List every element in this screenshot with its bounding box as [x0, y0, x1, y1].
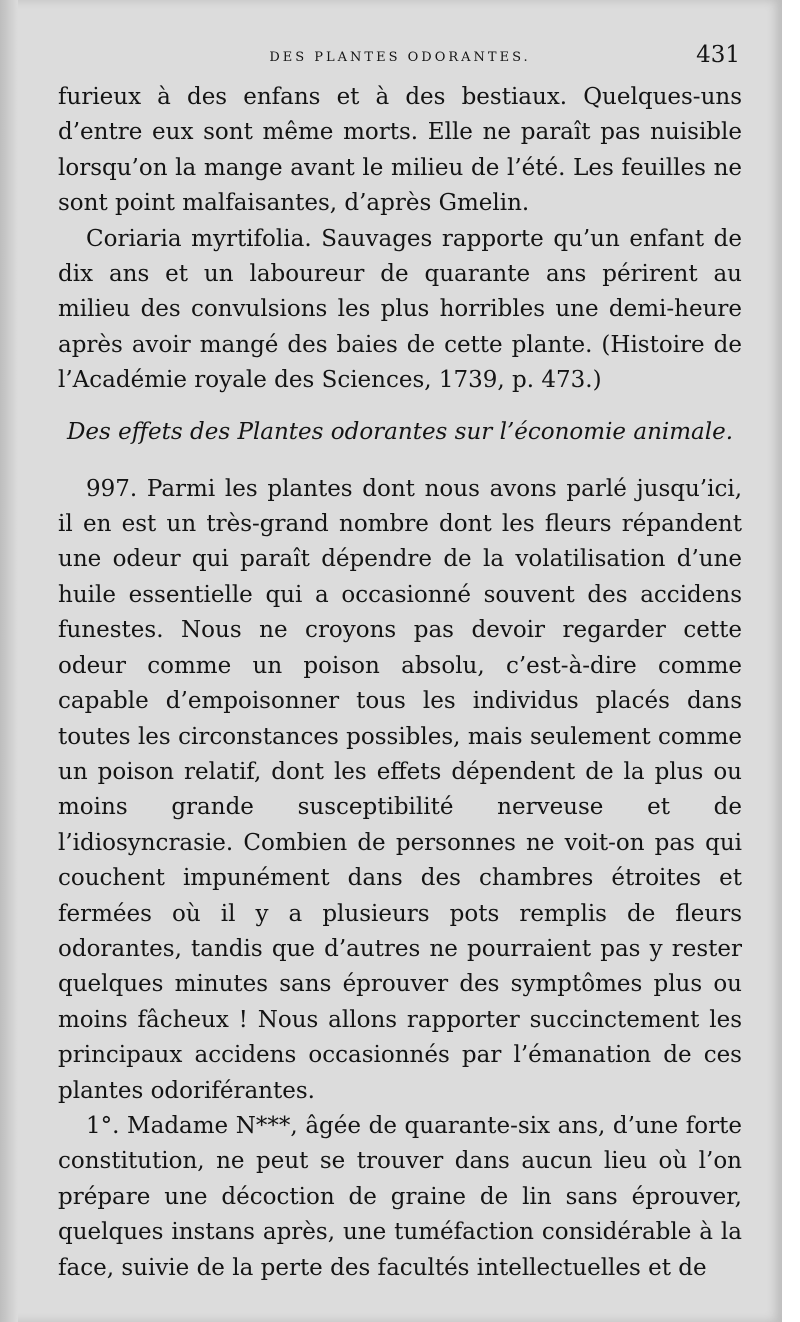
page-content	[58, 42, 742, 1286]
paragraph-coriaria: Coriaria myrtifolia. Sauvages rapporte qu’un enfant de dix ans et un laboureur de quarante ans périrent au milieu des convulsions les plus horribles une demi-heure après avoir mangé des baies de cette plante. (Histoire de l’Académie royale des Sciences, 1739, p. 473.)	[58, 225, 742, 394]
page-gutter-shadow	[0, 0, 18, 1322]
paragraph-continuation: furieux à des enfans et à des bestiaux. Quelques-uns d’entre eux sont même morts. Elle ne paraît pas nuisible lorsqu’on la mange avant le milieu de l’été. Les feuilles ne sont point malfaisantes, d’après Gmelin.	[58, 84, 742, 217]
section-heading: Des effets des Plantes odorantes sur l’économie animale.	[66, 418, 734, 445]
running-head-title: DES PLANTES ODORANTES.	[269, 50, 531, 65]
paragraph-997: 997. Parmi les plantes dont nous avons parlé jusqu’ici, il en est un très-grand nombre dont les fleurs répandent une odeur qui paraît dépendre de la volatilisation d’une huile essentielle qui a occasionné souvent des accidens funestes. Nous ne croyons pas devoir regarder cette odeur comme un poison absolu, c’est-à-dire comme capable d’empoisonner tous les individus placés dans toutes les circonstances possibles, mais seulement comme un poison relatif, dont les effets dépendent de la plus ou moins grande susceptibilité nerveuse et de l’idiosyncrasie. Combien de personnes ne voit-on pas qui couchent impunément dans des chambres étroites et fermées où il y a plusieurs pots remplis de fleurs odorantes, tandis que d’autres ne pourraient pas y rester quelques minutes sans éprouver des symptômes plus ou moins fâcheux ! Nous allons rapporter succinctement les principaux accidens occasionnés par l’émanation de ces plantes odoriférantes.	[58, 475, 742, 1104]
running-head	[58, 42, 742, 76]
page-number: 431	[696, 42, 740, 68]
paragraph-case-1: 1°. Madame N***, âgée de quarante-six ans, d’une forte constitution, ne peut se trouver dans aucun lieu où l’on prépare une décoction de graine de lin sans éprouver, quelques instans après, une tuméfaction considérable à la face, suivie de la perte des facultés intellectuelles et de	[58, 1112, 742, 1281]
